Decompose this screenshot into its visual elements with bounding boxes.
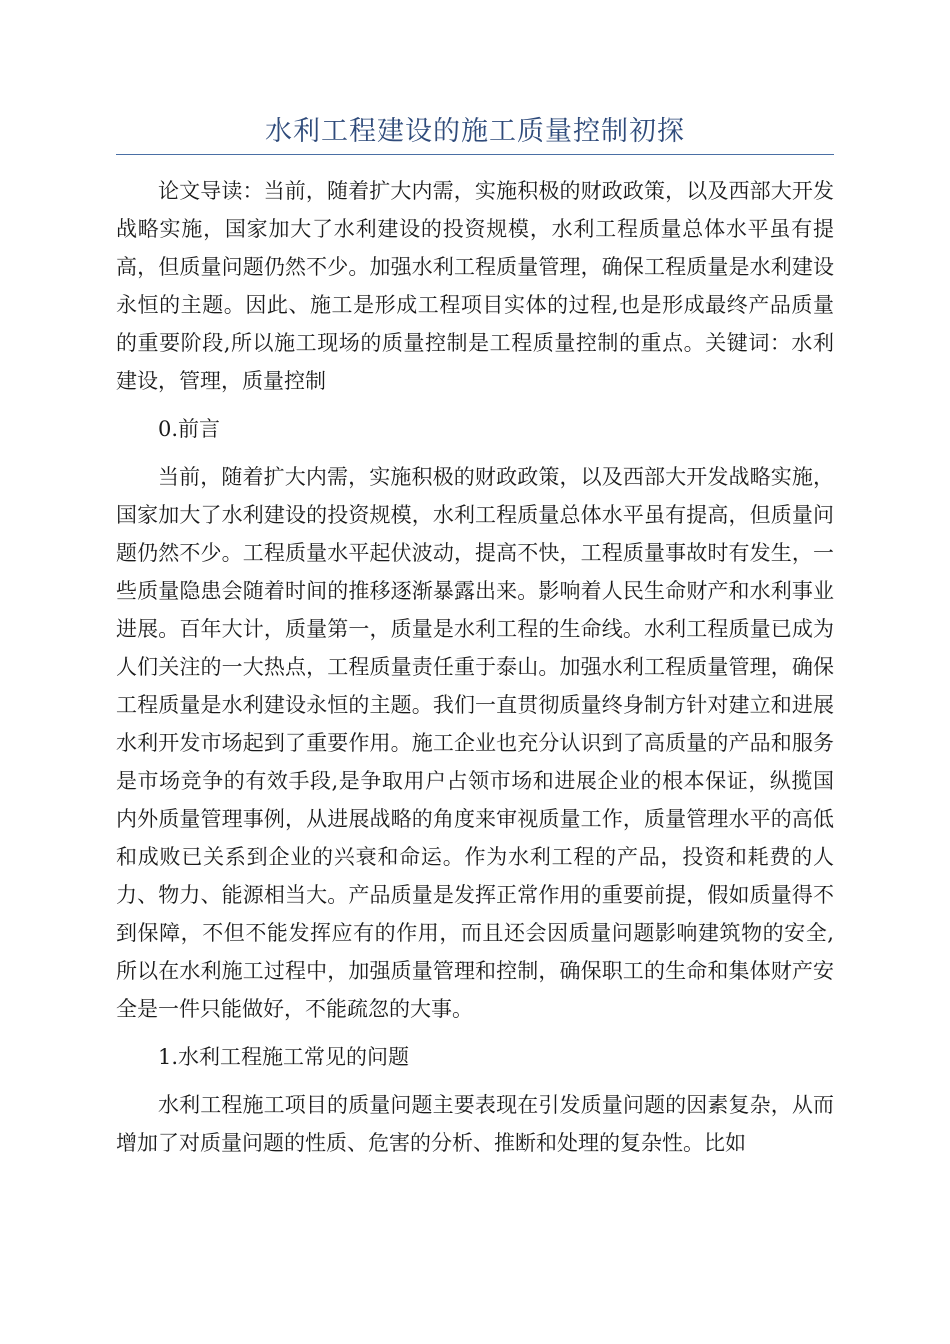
section-heading-preface: 0.前言	[158, 417, 221, 441]
document-body	[116, 172, 834, 1162]
section-heading-common-problems: 1.水利工程施工常见的问题	[158, 1045, 410, 1069]
preface-paragraph: 当前，随着扩大内需，实施积极的财政政策，以及西部大开发战略实施，国家加大了水利建设的投资规模，水利工程质量总体水平虽有提高，但质量问题仍然不少。工程质量水平起伏波动，提高不快，工程质量事故时有发生，一些质量隐患会随着时间的推移逐渐暴露出来。影响着人民生命财产和水利事业进展。百年大计，质量第一，质量是水利工程的生命线。水利工程质量已成为人们关注的一大热点，工程质量责任重于泰山。加强水利工程质量管理，确保工程质量是水利建设永恒的主题。我们一直贯彻质量终身制方针对建立和进展水利开发市场起到了重要作用。施工企业也充分认识到了高质量的产品和服务是市场竞争的有效手段,是争取用户占领市场和进展企业的根本保证，纵揽国内外质量管理事例，从进展战略的角度来审视质量工作，质量管理水平的高低和成败已关系到企业的兴衰和命运。作为水利工程的产品，投资和耗费的人力、物力、能源相当大。产品质量是发挥正常作用的重要前提，假如质量得不到保障，不但不能发挥应有的作用，而且还会因质量问题影响建筑物的安全,所以在水利施工过程中，加强质量管理和控制，确保职工的生命和集体财产安全是一件只能做好，不能疏忽的大事。	[116, 465, 834, 1021]
abstract-paragraph: 论文导读：当前，随着扩大内需，实施积极的财政政策，以及西部大开发战略实施，国家加大了水利建设的投资规模，水利工程质量总体水平虽有提高，但质量问题仍然不少。加强水利工程质量管理，确保工程质量是水利建设永恒的主题。因此、施工是形成工程项目实体的过程,也是形成最终产品质量的重要阶段,所以施工现场的质量控制是工程质量控制的重点。关键词：水利建设，管理，质量控制	[116, 179, 834, 393]
document-title: 水利工程建设的施工质量控制初探	[265, 116, 685, 147]
title-underline	[116, 154, 834, 155]
common-problems-paragraph: 水利工程施工项目的质量问题主要表现在引发质量问题的因素复杂，从而增加了对质量问题的性质、危害的分析、推断和处理的复杂性。比如	[116, 1093, 834, 1155]
